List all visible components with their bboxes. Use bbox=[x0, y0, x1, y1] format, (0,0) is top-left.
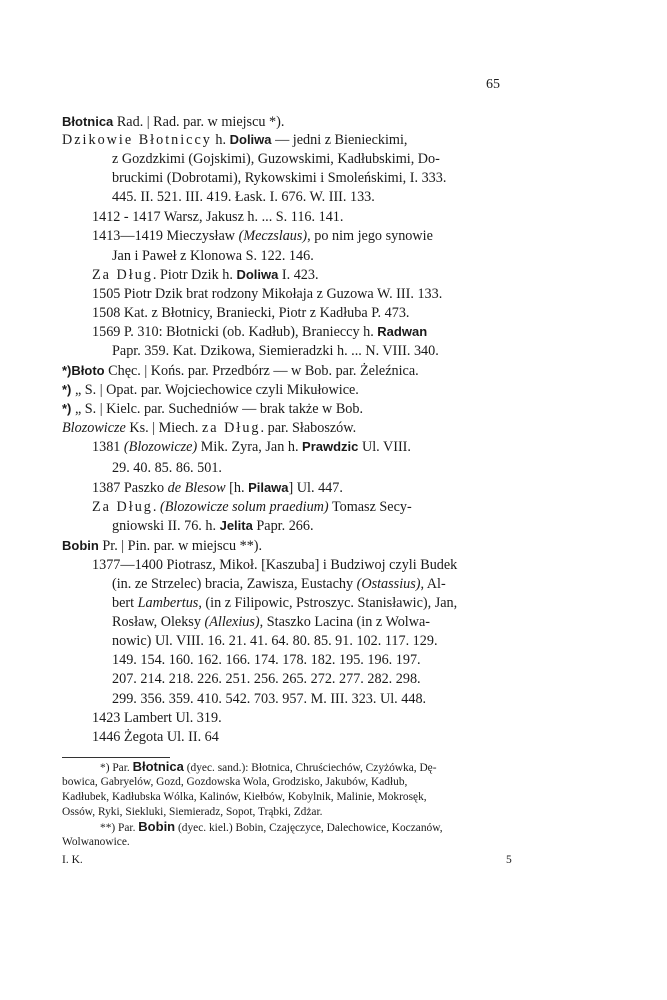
text-segment: „ S. | Kielc. par. Suchedniów — brak także w Bob. bbox=[71, 401, 364, 417]
text-line bbox=[92, 728, 219, 746]
page-number: 65 bbox=[486, 77, 500, 92]
footnote-line bbox=[100, 760, 437, 776]
text-line bbox=[92, 285, 442, 303]
text-line bbox=[62, 419, 356, 437]
text-segment: Jan i Paweł z Klonowa S. 122. 146. bbox=[112, 248, 314, 264]
text-line bbox=[112, 188, 375, 206]
text-segment: Mik. Zyra, Jan h. bbox=[197, 439, 303, 455]
text-segment: 1387 Paszko bbox=[92, 480, 168, 496]
text-segment: de Blesow bbox=[167, 480, 226, 496]
text-segment: (Ostassius) bbox=[356, 576, 421, 592]
text-segment: 1377—1400 Piotrasz, Mikoł. [Kaszuba] i Budziwoj czyli Budek bbox=[92, 557, 458, 573]
text-segment: Pr. | Pin. par. w miejscu **). bbox=[98, 538, 263, 554]
text-segment: 149. 154. 160. 162. 166. 174. 178. 182. 195. 196. 197. bbox=[112, 652, 421, 668]
text-segment: Papr. 359. Kat. Dzikowa, Siemieradzki h. ... N. VIII. 340. bbox=[112, 343, 439, 359]
text-line bbox=[92, 266, 319, 284]
text-segment: Chęc. | Końs. par. Przedbórz — w Bob. par. Żeleźnica. bbox=[104, 363, 419, 379]
text-segment: 29. 40. 85. 86. 501. bbox=[112, 460, 222, 476]
text-segment: **) Par. bbox=[100, 822, 139, 834]
text-segment: Ul. VIII. bbox=[358, 439, 411, 455]
text-segment: , Staszko Lacina (in z Wolwa- bbox=[259, 614, 431, 630]
text-segment: gniowski II. 76. h. bbox=[112, 518, 220, 534]
text-segment: — jedni z Bienieckimi, bbox=[271, 132, 408, 148]
footnote-line bbox=[62, 835, 130, 850]
text-line bbox=[112, 613, 430, 631]
text-segment: Bobin bbox=[62, 538, 99, 553]
text-segment: (dyec. kiel.) Bobin, Czajęczyce, Dalechowice, Koczanów, bbox=[175, 822, 443, 834]
text-segment: Prawdzic bbox=[302, 439, 359, 454]
text-segment: Za Dług bbox=[92, 499, 153, 515]
text-segment: *) Par. bbox=[100, 762, 133, 774]
text-line bbox=[92, 304, 409, 322]
text-segment: z Gozdzkimi (Gojskimi), Guzowskimi, Kadłubskimi, Do- bbox=[112, 151, 440, 167]
text-line bbox=[112, 150, 440, 168]
text-segment: *)Błoto bbox=[62, 363, 105, 378]
text-segment: Radwan bbox=[377, 324, 428, 339]
text-line bbox=[62, 381, 359, 399]
text-segment: 1505 Piotr Dzik brat rodzony Mikołaja z Guzowa W. III. 133. bbox=[92, 286, 443, 302]
text-segment: , (in z Filipowic, Pstroszyc. Stanisławic), Jan, bbox=[198, 595, 458, 611]
text-segment: Lambertus bbox=[137, 595, 199, 611]
text-segment: Ks. | Miech. bbox=[125, 420, 202, 436]
text-line bbox=[112, 342, 439, 360]
text-segment: *) bbox=[62, 382, 72, 397]
text-segment: Papr. 266. bbox=[252, 518, 314, 534]
text-segment: (Allexius) bbox=[204, 614, 260, 630]
text-line bbox=[62, 131, 407, 149]
text-segment: Tomasz Secy- bbox=[328, 499, 412, 515]
text-segment: , Al- bbox=[420, 576, 446, 592]
text-segment: bowica, Gabryelów, Gozd, Gozdowska Wola, Grodzisko, Jakubów, Kadłub, bbox=[62, 776, 408, 788]
text-segment: (Blozowicze) bbox=[123, 439, 198, 455]
text-segment: ] Ul. 447. bbox=[288, 480, 343, 496]
text-line bbox=[62, 362, 419, 380]
text-line bbox=[112, 575, 446, 593]
text-segment: 1508 Kat. z Błotnicy, Braniecki, Piotr z Kadłuba P. 473. bbox=[92, 305, 410, 321]
text-segment: 1413—1419 Mieczysław bbox=[92, 228, 239, 244]
text-segment: 299. 356. 359. 410. 542. 703. 957. M. III. 323. Ul. 448. bbox=[112, 691, 427, 707]
text-segment: (Blozowicze solum praedium) bbox=[159, 499, 329, 515]
text-segment: Wolwanowice. bbox=[62, 836, 130, 848]
text-line bbox=[112, 690, 426, 708]
text-segment: (dyec. sand.): Błotnica, Chruściechów, Czyżówka, Dę- bbox=[183, 762, 437, 774]
text-segment: h. bbox=[211, 132, 230, 148]
text-segment: bruckimi (Dobrotami), Rykowskimi i Smoleńskimi, I. 333. bbox=[112, 170, 447, 186]
text-segment: Blozowicze bbox=[62, 420, 126, 436]
text-line bbox=[62, 537, 262, 555]
text-segment: 1412 - 1417 Warsz, Jakusz h. ... S. 116. 141. bbox=[92, 209, 344, 225]
text-line bbox=[112, 670, 421, 688]
text-segment: Błotnica bbox=[132, 759, 184, 774]
text-line bbox=[92, 438, 411, 456]
text-segment: 1446 Żegota Ul. II. 64 bbox=[92, 729, 219, 745]
text-segment: nowic) Ul. VIII. 16. 21. 41. 64. 80. 85. 91. 102. 117. 129. bbox=[112, 633, 438, 649]
text-segment: Błotnica bbox=[62, 114, 114, 129]
text-line bbox=[92, 498, 412, 516]
text-segment: Za Dług bbox=[92, 267, 153, 283]
text-segment: . par. Słaboszów. bbox=[260, 420, 357, 436]
footnote-line bbox=[100, 820, 443, 836]
text-line bbox=[112, 594, 457, 612]
text-segment: 1423 Lambert Ul. 319. bbox=[92, 710, 222, 726]
text-segment: (Meczslaus) bbox=[238, 228, 308, 244]
text-segment: *) bbox=[62, 401, 72, 416]
footnote-divider bbox=[62, 757, 170, 758]
footnote-line bbox=[62, 790, 427, 805]
text-segment: 1569 P. 310: Błotnicki (ob. Kadłub), Branieccy h. bbox=[92, 324, 378, 340]
text-segment: Doliwa bbox=[236, 267, 279, 282]
text-segment: Ossów, Ryki, Siekluki, Siemieradz, Sopot, Trąbki, Zdżar. bbox=[62, 806, 323, 818]
text-line bbox=[112, 169, 446, 187]
text-line bbox=[92, 227, 433, 245]
text-segment: za Dług bbox=[201, 420, 261, 436]
text-segment: (in. ze Strzelec) bracia, Zawisza, Eustachy bbox=[112, 576, 357, 592]
text-line bbox=[92, 323, 427, 341]
text-line bbox=[112, 517, 314, 535]
text-segment: Rosław, Oleksy bbox=[112, 614, 205, 630]
signature-mark: I. K. bbox=[62, 854, 83, 866]
text-line bbox=[62, 400, 363, 418]
text-segment: Doliwa bbox=[229, 132, 272, 147]
text-line bbox=[62, 113, 284, 131]
text-segment: Rad. | Rad. par. w miejscu *). bbox=[113, 114, 285, 130]
text-line bbox=[112, 459, 222, 477]
text-line bbox=[92, 709, 222, 727]
text-segment: bert bbox=[112, 595, 138, 611]
text-segment: 445. II. 521. III. 419. Łask. I. 676. W. III. 133. bbox=[112, 189, 375, 205]
text-segment: I. 423. bbox=[278, 267, 319, 283]
text-segment: , po nim jego synowie bbox=[307, 228, 433, 244]
text-line bbox=[112, 247, 314, 265]
text-line bbox=[92, 208, 343, 226]
text-segment: Dzikowie Błotniccy bbox=[62, 132, 212, 148]
text-segment: 207. 214. 218. 226. 251. 256. 265. 272. 277. 282. 298. bbox=[112, 671, 421, 687]
text-segment: . bbox=[152, 499, 160, 515]
text-line bbox=[92, 556, 457, 574]
text-segment: Jelita bbox=[219, 518, 253, 533]
sheet-number: 5 bbox=[506, 854, 512, 866]
text-segment: Kadłubek, Kadłubska Wólka, Kalinów, Kiełbów, Kobylnik, Malinie, Mokrosęk, bbox=[62, 791, 427, 803]
text-segment: Bobin bbox=[138, 819, 176, 834]
text-line bbox=[112, 651, 421, 669]
text-line bbox=[92, 479, 343, 497]
text-segment: [h. bbox=[225, 480, 249, 496]
text-line bbox=[112, 632, 438, 650]
text-segment: . Piotr Dzik h. bbox=[152, 267, 237, 283]
text-segment: „ S. | Opat. par. Wojciechowice czyli Mikułowice. bbox=[71, 382, 359, 398]
footnote-line bbox=[62, 805, 322, 820]
footnote-line bbox=[62, 775, 407, 790]
text-segment: Pilawa bbox=[248, 480, 289, 495]
text-segment: 1381 bbox=[92, 439, 124, 455]
